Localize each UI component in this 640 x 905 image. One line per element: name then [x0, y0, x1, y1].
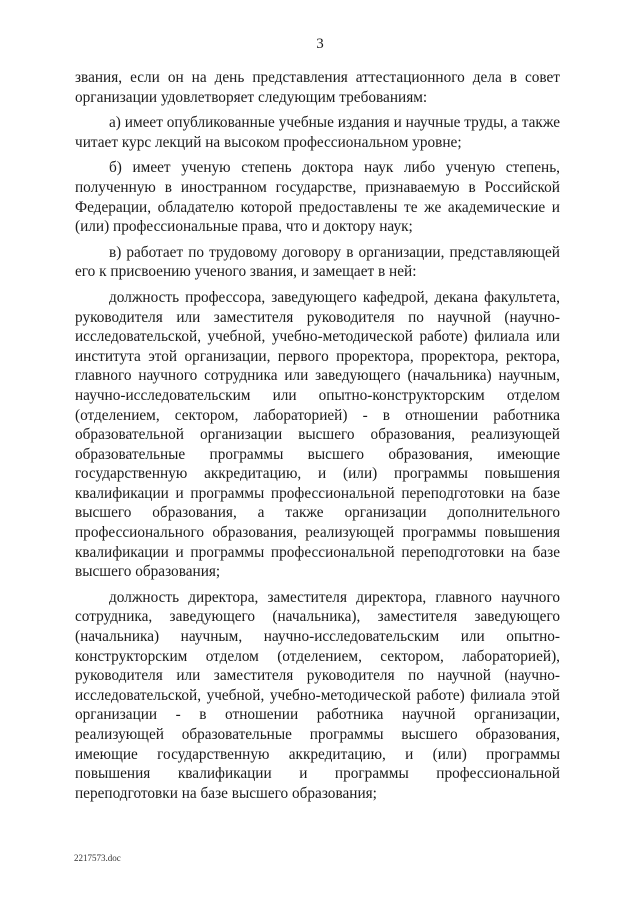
paragraph-item-v: в) работает по трудовому договору в организации, представляющей его к присвоению ученого звания, и замещает в ней: — [75, 243, 560, 281]
paragraph-director-position: должность директора, заместителя директора, главного научного сотрудника, заведующего (начальника), заместителя заведующего (начальника) научным, научно-исследовательским или опытно-конструкторским отделом (отделением, сектором, лабораторией), руководителя или заместителя руководителя по научной (научно-исследовательской, учебной, учебно-методической работе) филиала этой организации - в отношении работника научной организации, реализующей образовательные программы высшего образования, имеющие государственную аккредитацию, и (или) программы повышения квалификации и программы профессиональной переподготовки на базе высшего образования; — [75, 588, 560, 802]
document-body — [75, 68, 560, 803]
paragraph-intro: звания, если он на день представления аттестационного дела в совет организации удовлетворяет следующим требованиям: — [75, 69, 560, 106]
paragraph-item-b: б) имеет ученую степень доктора наук либо ученую степень, полученную в иностранном государстве, признаваемую в Российской Федерации, обладателю которой предоставлены те же академические и (или) профессиональные права, что и доктору наук; — [75, 159, 560, 236]
footer-file-name: 2217573.doc — [74, 853, 121, 863]
paragraph-item-a: а) имеет опубликованные учебные издания и научные труды, а также читает курс лекций на высоком профессиональном уровне; — [75, 114, 560, 151]
paragraph-professor-position: должность профессора, заведующего кафедрой, декана факультета, руководителя или заместителя руководителя по научной (научно-исследовательской, учебной, учебно-методической работе) филиала или института этой организации, первого проректора, проректора, ректора, главного научного сотрудника или заведующего (начальника) научным, научно-исследовательским или опытно-конструкторским отделом (отделением, сектором, лабораторией) - в отношении работника образовательной организации высшего образования, реализующей образовательные программы высшего образования, имеющие государственную аккредитацию, и (или) программы повышения квалификации и программы профессиональной переподготовки на базе высшего образования, а также организации дополнительного профессионального образования, реализующей программы повышения квалификации и программы профессиональной переподготовки на базе высшего образования; — [75, 288, 560, 581]
page-number: 3 — [316, 36, 324, 52]
